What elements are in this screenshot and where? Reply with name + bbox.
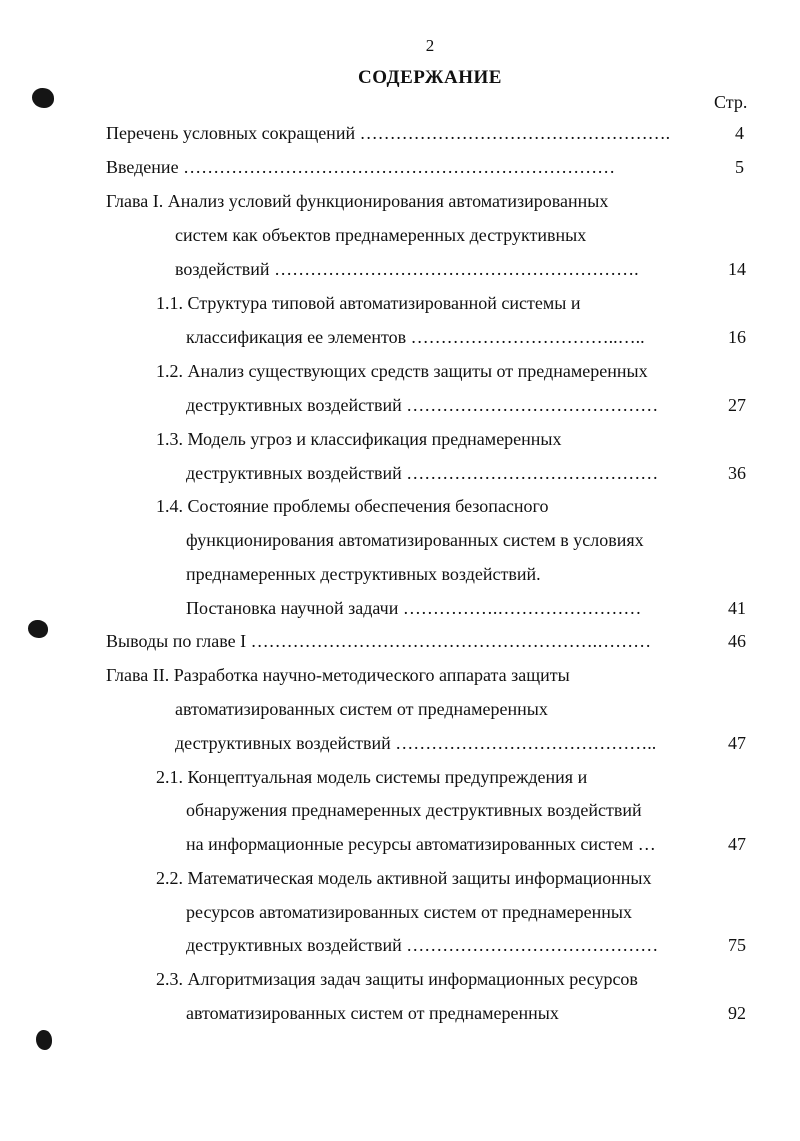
toc-section-1-1-line2[interactable] <box>186 326 698 348</box>
toc-page-number: 41 <box>728 598 746 618</box>
toc-page-number: 75 <box>728 935 746 955</box>
toc-leader: …………………………………… <box>401 395 659 415</box>
page-number: 2 <box>425 36 435 55</box>
toc-page-number: 47 <box>728 834 746 854</box>
toc-entry-label: деструктивных воздействий <box>186 395 402 415</box>
toc-entry-label: классификация ее элементов <box>186 327 407 347</box>
page-column-label: Стр. <box>714 92 748 112</box>
scan-blot-3 <box>36 1030 52 1050</box>
toc-entry-label: воздействий <box>175 259 270 279</box>
scan-blot-1 <box>32 88 54 108</box>
toc-entry-label: Введение <box>106 157 179 177</box>
toc-chapter-1-line3[interactable] <box>175 258 699 280</box>
toc-leader: …………………………………… <box>401 463 659 483</box>
toc-chapter-2-line2[interactable]: автоматизированных систем от преднамеренных <box>175 699 548 719</box>
toc-section-1-4-line1[interactable]: 1.4. Состояние проблемы обеспечения безопасного <box>156 496 549 516</box>
toc-leader: …………….…………………… <box>398 598 642 618</box>
toc-entry-label: Постановка научной задачи <box>186 598 399 618</box>
toc-section-2-1-line2[interactable]: обнаружения преднамеренных деструктивных воздействий <box>186 800 642 820</box>
toc-leader: ……………………………………………………. <box>269 259 639 279</box>
scan-blot-2 <box>28 620 48 638</box>
toc-entry-label: Выводы по главе I <box>106 631 247 651</box>
toc-chapter-1-line1[interactable]: Глава I. Анализ условий функционирования автоматизированных <box>106 191 609 211</box>
toc-section-2-1-line3[interactable]: на информационные ресурсы автоматизированных систем … <box>186 834 656 854</box>
toc-entry-conclusions-1[interactable] <box>106 630 698 652</box>
toc-entry-abbreviations[interactable] <box>106 122 706 144</box>
toc-section-2-2-line1[interactable]: 2.2. Математическая модель активной защиты информационных <box>156 868 652 888</box>
toc-entry-label: деструктивных воздействий <box>175 733 391 753</box>
toc-leader: ……………………………………………………………… <box>178 157 616 177</box>
toc-entry-label: Перечень условных сокращений <box>106 123 356 143</box>
toc-section-1-3-line2[interactable] <box>186 462 698 484</box>
toc-section-1-4-line3[interactable]: преднамеренных деструктивных воздействий. <box>186 564 541 584</box>
toc-section-2-3-line1[interactable]: 2.3. Алгоритмизация задач защиты информационных ресурсов <box>156 969 638 989</box>
toc-page-number: 92 <box>728 1003 746 1023</box>
toc-section-2-2-line3[interactable] <box>186 934 698 956</box>
toc-section-1-2-line1[interactable]: 1.2. Анализ существующих средств защиты от преднамеренных <box>156 361 648 381</box>
toc-entry-label: деструктивных воздействий <box>186 935 402 955</box>
toc-page-number: 27 <box>728 395 746 415</box>
toc-section-2-1-line1[interactable]: 2.1. Концептуальная модель системы предупреждения и <box>156 767 588 787</box>
toc-section-1-4-line4[interactable] <box>186 597 698 619</box>
toc-entry-introduction[interactable] <box>106 156 706 178</box>
toc-section-1-2-line2[interactable] <box>186 394 698 416</box>
toc-section-1-1-line1[interactable]: 1.1. Структура типовой автоматизированной системы и <box>156 293 581 313</box>
toc-page-number: 36 <box>728 463 746 483</box>
toc-leader: ………………………………………………….……… <box>246 631 652 651</box>
toc-section-2-2-line2[interactable]: ресурсов автоматизированных систем от преднамеренных <box>186 902 633 922</box>
toc-page-number: 4 <box>735 123 744 143</box>
toc-section-1-4-line2[interactable]: функционирования автоматизированных систем в условиях <box>186 530 644 550</box>
page-title: СОДЕРЖАНИЕ <box>358 67 502 88</box>
toc-leader: ……………………………………………. <box>355 123 671 143</box>
toc-page-number: 16 <box>728 327 746 347</box>
toc-chapter-1-line2[interactable]: систем как объектов преднамеренных деструктивных <box>175 225 587 245</box>
toc-page-number: 5 <box>735 157 744 177</box>
toc-page-number: 46 <box>728 631 746 651</box>
toc-entry-label: деструктивных воздействий <box>186 463 402 483</box>
toc-chapter-2-line3[interactable] <box>175 732 699 754</box>
toc-page-number: 14 <box>728 259 746 279</box>
toc-leader: …………………………………… <box>401 935 659 955</box>
toc-section-2-3-line2[interactable]: автоматизированных систем от преднамеренных <box>186 1003 559 1023</box>
toc-leader: …………………………………….. <box>390 733 657 753</box>
toc-section-1-3-line1[interactable]: 1.3. Модель угроз и классификация преднамеренных <box>156 429 562 449</box>
toc-page-number: 47 <box>728 733 746 753</box>
toc-chapter-2-line1[interactable]: Глава II. Разработка научно-методического аппарата защиты <box>106 665 570 685</box>
toc-leader: ……………………………..….. <box>406 327 645 347</box>
